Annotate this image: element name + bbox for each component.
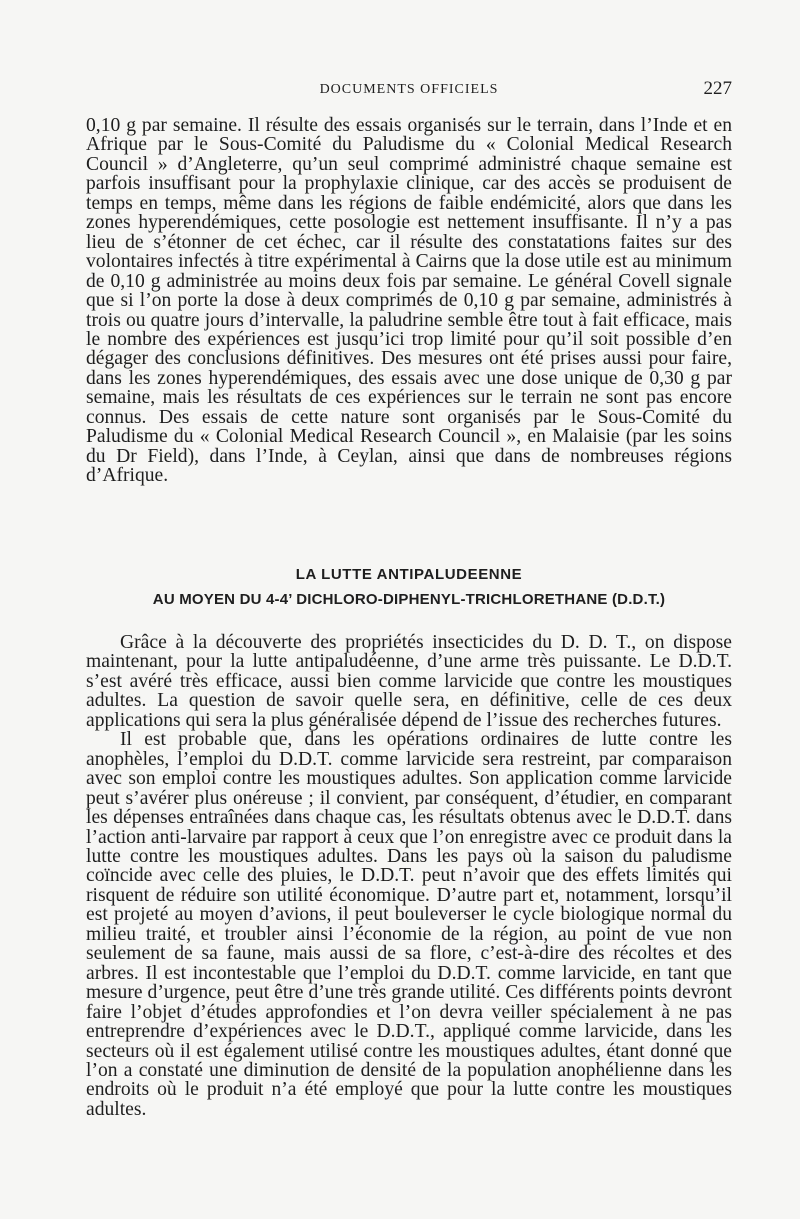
section-title-line-1: LA LUTTE ANTIPALUDEENNE	[295, 566, 523, 583]
section-paragraph-2: Il est probable que, dans les opérations ordinaires de lutte contre les anophèles, l’emploi du D.D.T. comme larvicide sera restreint, par comparaison avec son emploi contre les moustiques adultes. Son application comme larvicide peut s’avérer plus onéreuse ; il convient, par conséquent, d’étudier, en comparant les dépenses entraînées dans chaque cas, les résultats obtenus avec le D.D.T. dans l’action anti-larvaire par rapport à ceux que l’on enregistre avec ce produit dans la lutte contre les moustiques adultes. Dans les pays où la saison du paludisme coïncide avec celle des pluies, le D.D.T. peut n’avoir que des effets limités qui risquent de réduire son utilité économique. D’autre part et, notamment, lorsqu’il est projeté au moyen d’avions, il peut bouleverser le cycle biologique normal du milieu traité, et troubler ainsi l’économie de la région, au point de vue non seulement de sa faune, mais aussi de sa flore, c’est-à-dire des récoltes et des arbres. Il est incontestable que l’emploi du D.D.T. comme larvicide, en tant que mesure d’urgence, peut être d’une très grande utilité. Ces différents points devront faire l’objet d’études approfondies et l’on devra veiller spécialement à ne pas entreprendre d’expériences avec le D.D.T., appliqué comme larvicide, dans les secteurs où il est également utilisé contre les moustiques adultes, étant donné que l’on a constaté une diminution de densité de la population anophélienne dans les endroits où le produit n’a été employé que pour la lutte contre les moustiques adultes.	[86, 729, 732, 1120]
section-body	[86, 633, 732, 1119]
page-number: 227	[703, 78, 732, 99]
continued-paragraph-block	[86, 116, 732, 486]
running-title: DOCUMENTS OFFICIELS	[319, 82, 499, 97]
continued-paragraph: 0,10 g par semaine. Il résulte des essais organisés sur le terrain, dans l’Inde et en Afrique par le Sous-Comité du Paludisme du « Colonial Medical Research Council » d’Angleterre, qu’un seul comprimé administré chaque semaine est parfois insuffisant pour la prophylaxie clinique, car des accès se produisent de temps en temps, même dans les régions de faible endémicité, alors que dans les zones hyperendémiques, cette posologie est nettement insuffisante. Il n’y a pas lieu de s’étonner de cet échec, car il résulte des constatations faites sur des volontaires infectés à titre expérimental à Cairns que la dose utile est au minimum de 0,10 g administrée au moins deux fois par semaine. Le général Covell signale que si l’on porte la dose à deux comprimés de 0,10 g par semaine, administrés à trois ou quatre jours d’intervalle, la paludrine semble être tout à fait efficace, mais le nombre des expériences est jusqu’ici trop limité pour qu’il soit possible d’en dégager des conclusions définitives. Des mesures ont été prises aussi pour faire, dans les zones hyperendémiques, des essais avec une dose unique de 0,30 g par semaine, mais les résultats de ces expériences sur le terrain ne sont pas encore connus. Des essais de cette nature sont organisés par le Sous-Comité du Paludisme du « Colonial Medical Research Council », en Malaisie (par les soins du Dr Field), dans l’Inde, à Ceylan, ainsi que dans de nombreuses régions d’Afrique.	[86, 115, 732, 487]
section-title-line-2: AU MOYEN DU 4-4’ DICHLORO-DIPHENYL-TRICHLORETHANE (D.D.T.)	[152, 591, 666, 608]
running-head	[86, 78, 732, 102]
section-paragraph-1: Grâce à la découverte des propriétés insecticides du D. D. T., on dispose maintenant, pour la lutte antipaludéenne, d’une arme très puissante. Le D.D.T. s’est avéré très efficace, aussi bien comme larvicide que contre les moustiques adultes. La question de savoir quelle sera, en définitive, celle de ces deux applications qui sera la plus généralisée dépend de l’issue des recherches futures.	[86, 632, 732, 731]
